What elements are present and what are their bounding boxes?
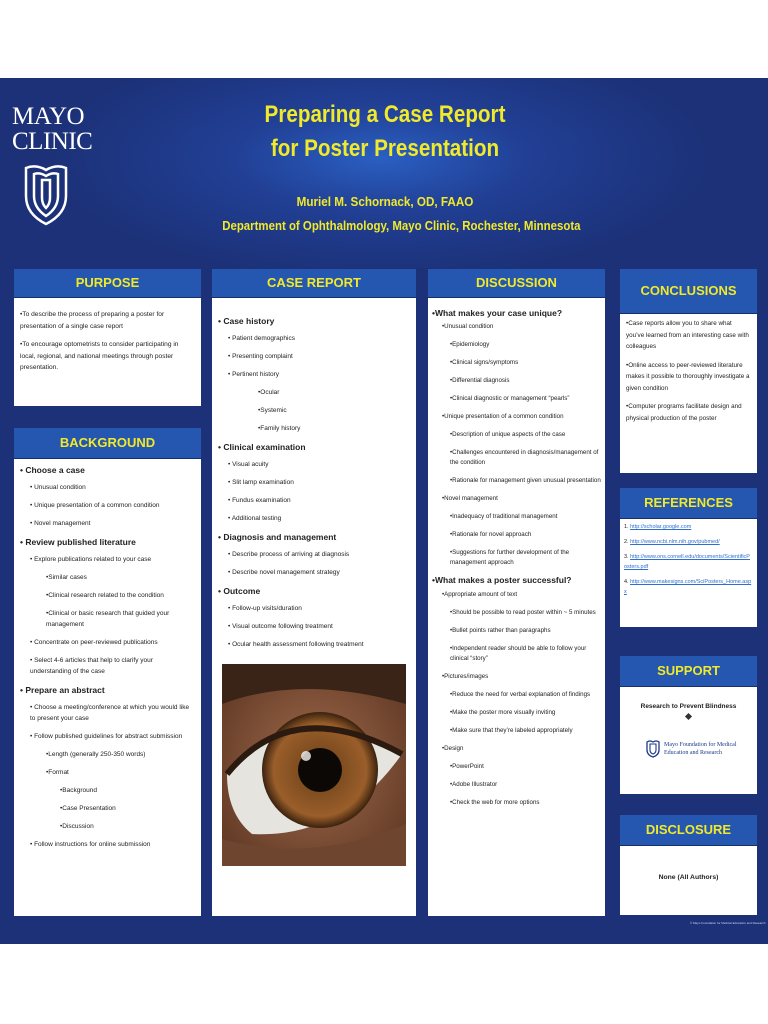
conclusion-item: •Case reports allow you to share what you’ve learned from an interesting case with colleagues bbox=[626, 320, 749, 350]
author: Muriel M. Schornack, OD, FAAO bbox=[296, 194, 474, 209]
disc-line: •Clinical signs/symptoms bbox=[450, 359, 519, 366]
case-report-heading: CASE REPORT bbox=[212, 269, 416, 298]
discussion-panel bbox=[428, 269, 605, 916]
bg-line: • Review published literature bbox=[20, 537, 136, 547]
mayo-clinic-logo-text: MAYO CLINIC bbox=[12, 103, 93, 155]
reference-link[interactable]: http://www.ons.cornell.edu/documents/ScientificPosters.pdf bbox=[624, 554, 750, 570]
bg-line: •Similar cases bbox=[46, 574, 87, 581]
disc-line: •Unusual condition bbox=[442, 323, 494, 330]
cr-line: • Visual outcome following treatment bbox=[228, 623, 333, 630]
disc-line: •Make sure that they’re labeled appropriately bbox=[450, 727, 573, 734]
disc-line: •Differential diagnosis bbox=[450, 377, 510, 384]
reference-item bbox=[624, 552, 753, 572]
cr-line: • Ocular health assessment following treatment bbox=[228, 641, 364, 648]
bg-line: •Format bbox=[46, 769, 69, 776]
conclusion-item: •Computer programs facilitate design and physical production of the poster bbox=[626, 403, 742, 422]
bg-line: •Background bbox=[60, 787, 97, 794]
disc-line: •Bullet points rather than paragraphs bbox=[450, 627, 551, 634]
cr-line: • Describe process of arriving at diagnosis bbox=[228, 551, 350, 558]
cr-line: • Presenting complaint bbox=[228, 353, 293, 360]
bg-line: • Prepare an abstract bbox=[20, 685, 105, 695]
purpose-item: •To describe the process of preparing a poster for presentation of a single case report bbox=[20, 311, 165, 330]
disc-line: •Novel management bbox=[442, 495, 498, 502]
reference-number: 1. bbox=[624, 524, 629, 530]
disc-line: •Challenges encountered in diagnosis/management of the condition bbox=[450, 449, 599, 466]
disc-line: •Rationale for novel approach bbox=[450, 531, 532, 538]
reference-link[interactable]: http://www.makesigns.com/SciPosters_Home.aspx bbox=[624, 579, 752, 595]
support-text: Research to Prevent Blindness bbox=[640, 703, 737, 710]
conclusions-panel bbox=[620, 269, 757, 473]
cr-line: •Family history bbox=[258, 425, 301, 432]
mayo-foundation-shield-icon bbox=[646, 740, 660, 758]
discussion-body bbox=[428, 307, 605, 916]
title-line-2: for Poster Presentation bbox=[270, 135, 500, 162]
bg-line: • Explore publications related to your case bbox=[30, 556, 152, 563]
disc-line: •PowerPoint bbox=[450, 763, 484, 770]
reference-number: 2. bbox=[624, 539, 629, 545]
foundation-text: Mayo Foundation for Medical Education and Research bbox=[664, 742, 737, 756]
bg-line: • Unique presentation of a common condition bbox=[30, 502, 160, 509]
diamond-icon bbox=[685, 713, 692, 720]
reference-link[interactable]: http://scholar.google.com bbox=[630, 524, 692, 530]
references-panel bbox=[620, 488, 757, 627]
purpose-panel bbox=[14, 269, 201, 406]
disc-line: •Unique presentation of a common condition bbox=[442, 413, 564, 420]
mayo-shield-icon bbox=[22, 162, 70, 226]
references-heading: REFERENCES bbox=[620, 488, 757, 519]
copyright-footer: © Mayo Foundation for Medical Education and Research bbox=[690, 921, 766, 925]
cr-line: • Follow-up visits/duration bbox=[228, 605, 302, 612]
cr-line: • Describe novel management strategy bbox=[228, 569, 340, 576]
bg-line: •Clinical research related to the condition bbox=[46, 592, 164, 599]
background-panel bbox=[14, 428, 201, 916]
bg-line: • Unusual condition bbox=[30, 484, 86, 491]
disclosure-heading: DISCLOSURE bbox=[620, 815, 757, 846]
bg-line: • Select 4-6 articles that help to clarify your understanding of the case bbox=[30, 657, 153, 675]
cr-line: • Additional testing bbox=[228, 515, 282, 522]
disc-line: •Clinical diagnostic or management “pearls” bbox=[450, 395, 570, 402]
title-line-1: Preparing a Case Report bbox=[264, 101, 506, 128]
bg-line: • Choose a meeting/conference at which you would like to present your case bbox=[30, 704, 190, 722]
bg-line: • Follow published guidelines for abstract submission bbox=[30, 733, 183, 740]
background-heading: BACKGROUND bbox=[14, 428, 201, 459]
disc-line: •Make the poster more visually inviting bbox=[450, 709, 556, 716]
cr-line: • Pertinent history bbox=[228, 371, 280, 378]
reference-number: 3. bbox=[624, 554, 629, 560]
discussion-heading: DISCUSSION bbox=[428, 269, 605, 298]
department: Department of Ophthalmology, Mayo Clinic, Rochester, Minnesota bbox=[222, 218, 581, 233]
poster-title bbox=[226, 98, 544, 166]
cr-line: • Slit lamp examination bbox=[228, 479, 294, 486]
purpose-heading: PURPOSE bbox=[14, 269, 201, 298]
bg-line: • Concentrate on peer-reviewed publications bbox=[30, 639, 158, 646]
conclusion-item: •Online access to peer-reviewed literature makes it possible to thoroughly investigate a given condition bbox=[626, 361, 750, 392]
references-body bbox=[620, 522, 757, 627]
cr-line: • Visual acuity bbox=[228, 461, 269, 468]
eye-photo bbox=[222, 664, 406, 866]
support-panel bbox=[620, 656, 757, 794]
cr-line: • Fundus examination bbox=[228, 497, 291, 504]
cr-line: •Systemic bbox=[258, 407, 287, 414]
disc-line: •Should be possible to read poster within ~ 5 minutes bbox=[450, 609, 596, 616]
reference-item bbox=[624, 522, 753, 532]
reference-item bbox=[624, 537, 753, 547]
bg-line: • Choose a case bbox=[20, 465, 85, 475]
disclosure-text: None (All Authors) bbox=[658, 874, 719, 881]
bg-line: • Novel management bbox=[30, 520, 91, 527]
disc-line: •Rationale for management given unusual presentation bbox=[450, 477, 601, 484]
disc-line: •Design bbox=[442, 745, 464, 752]
poster bbox=[0, 78, 768, 944]
disc-line: •Adobe Illustrator bbox=[450, 781, 498, 788]
case-report-panel bbox=[212, 269, 416, 916]
conclusions-body bbox=[620, 318, 757, 473]
disc-line: •Reduce the need for verbal explanation of findings bbox=[450, 691, 591, 698]
disc-line: •Check the web for more options bbox=[450, 799, 540, 806]
bg-line: •Length (generally 250-350 words) bbox=[46, 751, 146, 758]
disc-line: •What makes your case unique? bbox=[432, 308, 563, 318]
purpose-item: •To encourage optometrists to consider participating in local, regional, and national meetings through poster presentation. bbox=[20, 341, 179, 371]
bg-line: •Discussion bbox=[60, 823, 94, 830]
bg-line: • Follow instructions for online submission bbox=[30, 841, 151, 848]
disc-line: •Inadequacy of traditional management bbox=[450, 513, 558, 520]
cr-line: •Ocular bbox=[258, 389, 280, 396]
support-heading: SUPPORT bbox=[620, 656, 757, 687]
background-body bbox=[14, 464, 201, 916]
cr-line: • Case history bbox=[218, 316, 275, 326]
cr-line: • Outcome bbox=[218, 586, 261, 596]
disc-line: •Appropriate amount of text bbox=[442, 591, 518, 598]
bg-line: •Clinical or basic research that guided your management bbox=[46, 610, 170, 628]
disc-line: •Suggestions for further development of the management approach bbox=[450, 549, 570, 566]
reference-link[interactable]: http://www.ncbi.nlm.nih.gov/pubmed/ bbox=[630, 539, 720, 545]
conclusions-heading: CONCLUSIONS bbox=[620, 269, 757, 314]
cr-line: • Diagnosis and management bbox=[218, 532, 337, 542]
disc-line: •Independent reader should be able to follow your clinical “story” bbox=[450, 645, 587, 662]
disc-line: •Description of unique aspects of the case bbox=[450, 431, 566, 438]
purpose-body bbox=[14, 309, 201, 406]
reference-number: 4. bbox=[624, 579, 629, 585]
disc-line: •Epidemiology bbox=[450, 341, 490, 348]
reference-item bbox=[624, 577, 753, 597]
disc-line: •Pictures/images bbox=[442, 673, 489, 680]
cr-line: • Patient demographics bbox=[228, 335, 295, 342]
cr-line: • Clinical examination bbox=[218, 442, 306, 452]
disc-line: •What makes a poster successful? bbox=[432, 575, 572, 585]
disclosure-panel bbox=[620, 815, 757, 915]
bg-line: •Case Presentation bbox=[60, 805, 116, 812]
